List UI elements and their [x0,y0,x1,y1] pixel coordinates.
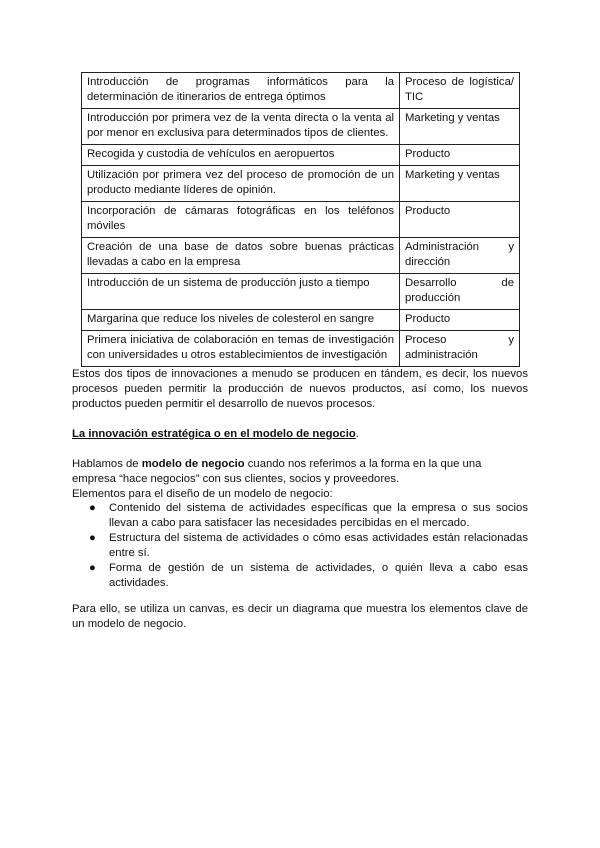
paragraph-canvas: Para ello, se utiliza un canvas, es decir un diagrama que muestra los elementos clave de un modelo de negocio. [72,603,528,630]
table-cell-type: Proceso de logística/ TIC [400,73,520,109]
paragraph-business-model [72,457,528,487]
table-cell-type: Producto [400,310,520,331]
table-row [82,331,520,367]
bullet-icon: ● [89,502,96,514]
paragraph-tandem: Estos dos tipos de innovaciones a menudo se producen en tándem, es decir, los nuevos procesos pueden permitir la producción de nuevos productos, así como, los nuevos productos pueden permitir el desarrollo de nuevos procesos. [72,368,528,410]
section-heading-period: . [355,428,359,440]
list-item-text: Contenido del sistema de actividades específicas que la empresa o sus socios llevan a cabo para satisfacer las necesidades percibidas en el mercado. [109,502,528,529]
list-item [72,561,528,591]
table-cell-description: Utilización por primera vez del proceso de promoción de un producto mediante líderes de opinión. [82,166,400,202]
table-cell-description: Introducción por primera vez de la venta directa o la venta al por menor en exclusiva para determinados tipos de clientes. [82,109,400,145]
table-cell-description: Introducción de un sistema de producción justo a tiempo [82,274,400,310]
section-heading [72,427,528,442]
table-cell-type: Proceso y administración [400,331,520,367]
bullet-icon: ● [89,532,96,544]
bullet-icon: ● [89,562,96,574]
table-row [82,109,520,145]
paragraph-business-model-bold: modelo de negocio [141,458,245,470]
list-item [72,501,528,531]
table-cell-description: Introducción de programas informáticos para la determinación de itinerarios de entrega óptimos [82,73,400,109]
table-cell-description: Recogida y custodia de vehículos en aeropuertos [82,145,400,166]
section-heading-text: La innovación estratégica o en el modelo de negocio [72,428,356,440]
table-row [82,238,520,274]
list-item-text: Forma de gestión de un sistema de actividades, o quién lleva a cabo esas actividades. [109,562,528,589]
table-cell-type: Marketing y ventas [400,109,520,145]
table-row [82,73,520,109]
list-item-text: Estructura del sistema de actividades o cómo esas actividades están relacionadas entre sí. [109,532,528,559]
table-cell-type: Marketing y ventas [400,166,520,202]
table-row [82,310,520,331]
table-cell-description: Primera iniciativa de colaboración en temas de investigación con universidades u otros establecimientos de investigación [82,331,400,367]
list-item [72,531,528,561]
table-cell-description: Margarina que reduce los niveles de colesterol en sangre [82,310,400,331]
paragraph-business-model-after: cuando nos referimos a la forma en la que una empresa “hace negocios” con sus clientes, socios y proveedores. [72,458,482,485]
elements-intro: Elementos para el diseño de un modelo de negocio: [72,488,333,500]
table-row [82,145,520,166]
paragraph-business-model-before: Hablamos de [72,458,142,470]
table-row [82,274,520,310]
table-cell-description: Incorporación de cámaras fotográficas en los teléfonos móviles [82,202,400,238]
elements-list [72,501,528,591]
table-cell-type: Producto [400,145,520,166]
table-row [82,202,520,238]
table-row [82,166,520,202]
table-cell-description: Creación de una base de datos sobre buenas prácticas llevadas a cabo en la empresa [82,238,400,274]
table-cell-type: Desarrollo de producción [400,274,520,310]
table-cell-type: Producto [400,202,520,238]
table-cell-type: Administración y dirección [400,238,520,274]
innovation-table [81,72,520,367]
